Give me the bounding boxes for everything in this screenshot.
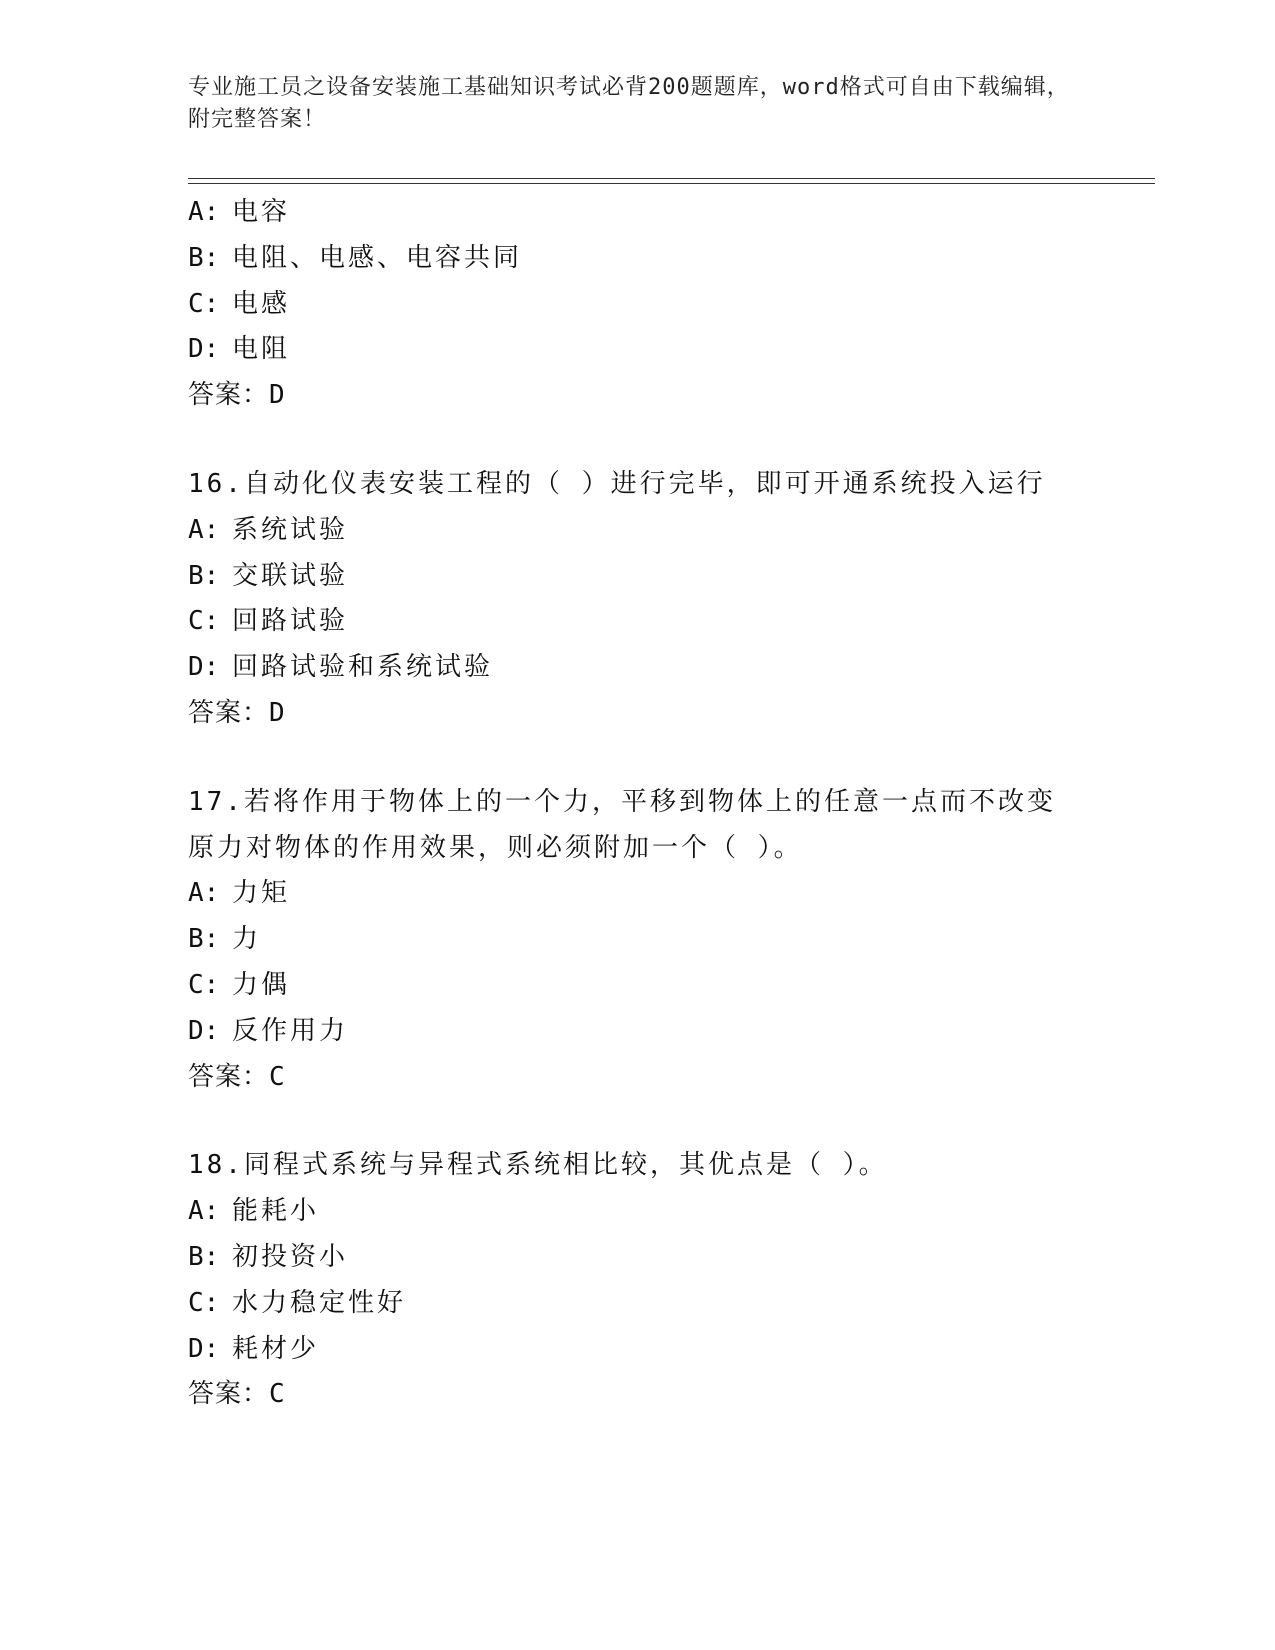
question-stem: 17.若将作用于物体上的一个力，平移到物体上的任意一点而不改变原力对物体的作用效果，则必须附加一个（ ）。 (188, 786, 1056, 863)
question-block-18 (188, 1143, 1148, 1418)
question-list (188, 190, 1148, 1418)
option-letter: A: (188, 1196, 220, 1227)
option-b (188, 917, 1148, 963)
option-text: 力 (232, 924, 262, 955)
header-divider-top (188, 178, 1155, 179)
option-letter: B: (188, 924, 220, 955)
header-divider-bottom (188, 183, 1155, 184)
question-block-16 (188, 462, 1148, 737)
answer-line: 答案：D (188, 697, 286, 728)
answer-line: 答案：C (188, 1379, 286, 1410)
option-letter: D: (188, 334, 220, 365)
option-letter: B: (188, 560, 220, 591)
option-letter: C: (188, 1287, 220, 1318)
option-text: 电感 (232, 288, 291, 319)
question-stem: 16.自动化仪表安装工程的（ ）进行完毕，即可开通系统投入运行 (188, 468, 1046, 499)
question-block-15 (188, 190, 1148, 419)
option-letter: C: (188, 606, 220, 637)
option-letter: B: (188, 1241, 220, 1272)
option-text: 初投资小 (232, 1241, 349, 1272)
option-text: 水力稳定性好 (232, 1287, 407, 1318)
option-text: 能耗小 (232, 1196, 320, 1227)
question-stem: 18.同程式系统与异程式系统相比较，其优点是（ ）。 (188, 1150, 888, 1181)
question-block-17 (188, 780, 1148, 1101)
option-letter: D: (188, 1333, 220, 1364)
option-c (188, 599, 1148, 645)
option-d (188, 1327, 1148, 1373)
option-a (188, 508, 1148, 554)
spacer (188, 737, 1148, 780)
option-c (188, 963, 1148, 1009)
option-d (188, 645, 1148, 691)
option-letter: A: (188, 514, 220, 545)
option-letter: C: (188, 969, 220, 1000)
document-header: 专业施工员之设备安装施工基础知识考试必背200题题库，word格式可自由下载编辑，附完整答案！ (188, 75, 1070, 132)
option-text: 反作用力 (232, 1015, 349, 1046)
option-text: 系统试验 (232, 514, 349, 545)
spacer (188, 419, 1148, 462)
option-letter: D: (188, 1015, 220, 1046)
option-letter: D: (188, 652, 220, 683)
option-c (188, 282, 1148, 328)
option-c (188, 1281, 1148, 1327)
option-a (188, 190, 1148, 236)
option-a (188, 871, 1148, 917)
option-letter: A: (188, 197, 220, 227)
option-text: 交联试验 (232, 560, 349, 591)
option-text: 力矩 (232, 878, 291, 909)
option-b (188, 554, 1148, 600)
option-text: 电容 (232, 197, 291, 227)
option-text: 电阻、电感、电容共同 (232, 242, 523, 273)
answer-line: 答案：C (188, 1061, 286, 1092)
option-b (188, 1235, 1148, 1281)
option-text: 耗材少 (232, 1333, 320, 1364)
option-b (188, 236, 1148, 282)
option-text: 回路试验 (232, 606, 349, 637)
option-text: 力偶 (232, 969, 291, 1000)
option-text: 回路试验和系统试验 (232, 652, 494, 683)
answer-line: 答案：D (188, 380, 286, 411)
option-letter: B: (188, 242, 220, 273)
option-letter: A: (188, 878, 220, 909)
option-a (188, 1189, 1148, 1235)
option-d (188, 1009, 1148, 1055)
option-d (188, 327, 1148, 373)
spacer (188, 1100, 1148, 1143)
option-letter: C: (188, 288, 220, 319)
option-text: 电阻 (232, 334, 291, 365)
